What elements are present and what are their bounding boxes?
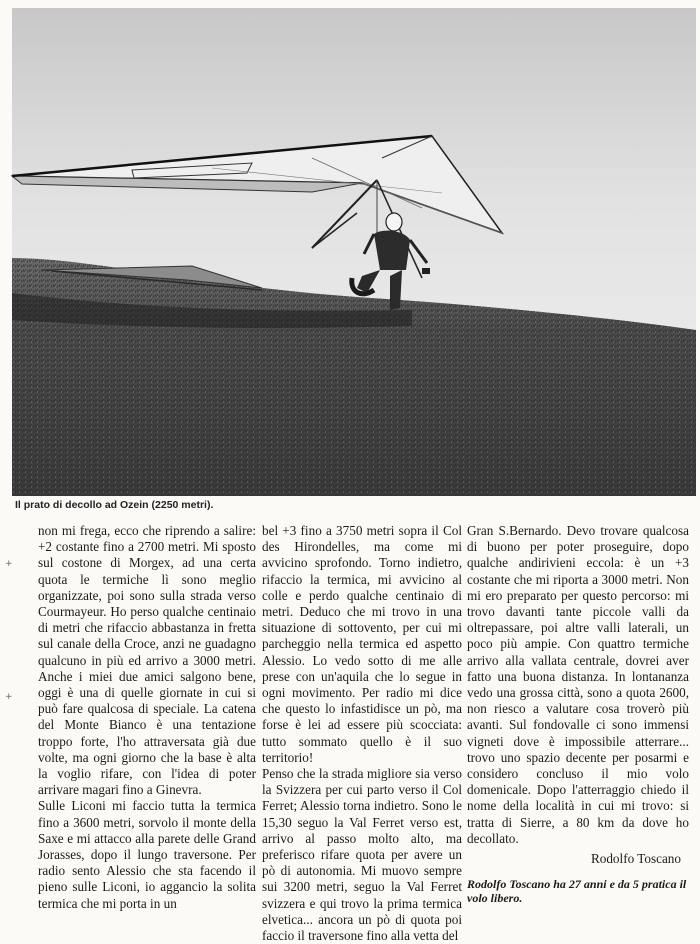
registration-mark: +: [5, 692, 13, 702]
author-bio: Rodolfo Toscano ha 27 anni e da 5 pratica il volo libero.: [467, 877, 687, 906]
registration-mark: +: [5, 559, 13, 569]
paragraph: Penso che la strada migliore sia verso la Svizzera per cui parto verso il Col Ferret; Alessio torna indietro. Sono le 15,30 seguo la Val Ferret verso est, arrivo al passo molto alto, ma preferisco rifare quota per avere un pò di autonomia. Mi muovo sempre sui 3200 metri, seguo la Val Ferret svizzera e qui trovo la prima termica elvetica... ancora un pò di quota poi faccio il traversone fino alla vetta del: [262, 766, 462, 944]
paragraph: Sulle Liconi mi faccio tutta la termica fino a 3600 metri, sorvolo il monte della Saxe e mi attacco alla parete delle Grand Jorasses, dopo il lungo traversone. Per radio sento Alessio che sta facendo il pieno sulle Liconi, io aggancio la solita termica che mi porta in un: [38, 798, 256, 911]
paragraph: Gran S.Bernardo. Devo trovare qualcosa di buono per poter proseguire, dopo qualche andirivieni eccola: è un +3 costante che mi riporta a 3000 metri. Non mi ero preparato per questo percorso: mi trovo davanti tante piccole valli da oltrepassare, poi altre valli laterali, un poco più ampie. Con quattro termiche arrivo alla vallata centrale, dovrei aver fatto una buona distanza. In lontananza vedo una grossa città, sono a quota 2600, non riesco a valutare cosa troverò più avanti. Sul fondovalle ci sono immensi vigneti dove è impossibile atterrare... trovo uno spazio decente per posarmi e considero concluso il mio volo domenicale. Dopo l'atterraggio chiedo il nome della località in cui mi trovo: si tratta di Sierre, a 80 km da dove ho decollato.: [467, 523, 689, 846]
article-column-2: [262, 523, 462, 944]
paragraph: non mi frega, ecco che riprendo a salire: +2 costante fino a 2700 metri. Mi sposto sul costone di Morgex, ad una certa quota le termiche lì sono meglio organizzate, poi sono sulla strada verso Courmayeur. Ho perso qualche centinaio di metri che rifaccio abbastanza in fretta sul canale della Croce, anzi ne guadagno qualcuno in più ed arrivo a 3000 metri. Anche i miei due amici salgono bene, oggi è una di quelle giornate in cui si può fare qualcosa di speciale. La catena del Monte Bianco è una tentazione troppo forte, l'ho attraversata già due volte, ma ogni giorno che la base è alta la voglio rifare, con l'idea di poter arrivare magari fino a Ginevra.: [38, 523, 256, 798]
article-column-3: [467, 523, 689, 906]
author-signature: Rodolfo Toscano: [590, 851, 681, 867]
photo-caption: Il prato di decollo ad Ozein (2250 metri).: [15, 499, 214, 511]
paragraph: bel +3 fino a 3750 metri sopra il Col des Hirondelles, ma come mi avvicino sprofondo. Torno indietro, rifaccio la termica, mi avvicino al colle e perdo qualche centinaio di metri. Deduco che mi trovo in una situazione di sottovento, per cui mi parcheggio nella termica ed aspetto Alessio. Lo vedo sotto di me alle prese con un'aquila che lo segue in ogni movimento. Per radio mi dice che questo lo infastidisce un pò, ma forse è lei ad essere più scocciata: tutto sommato quello è il suo territorio!: [262, 523, 462, 765]
hang-glider-photo: [12, 8, 696, 496]
article-column-1: [38, 523, 256, 911]
